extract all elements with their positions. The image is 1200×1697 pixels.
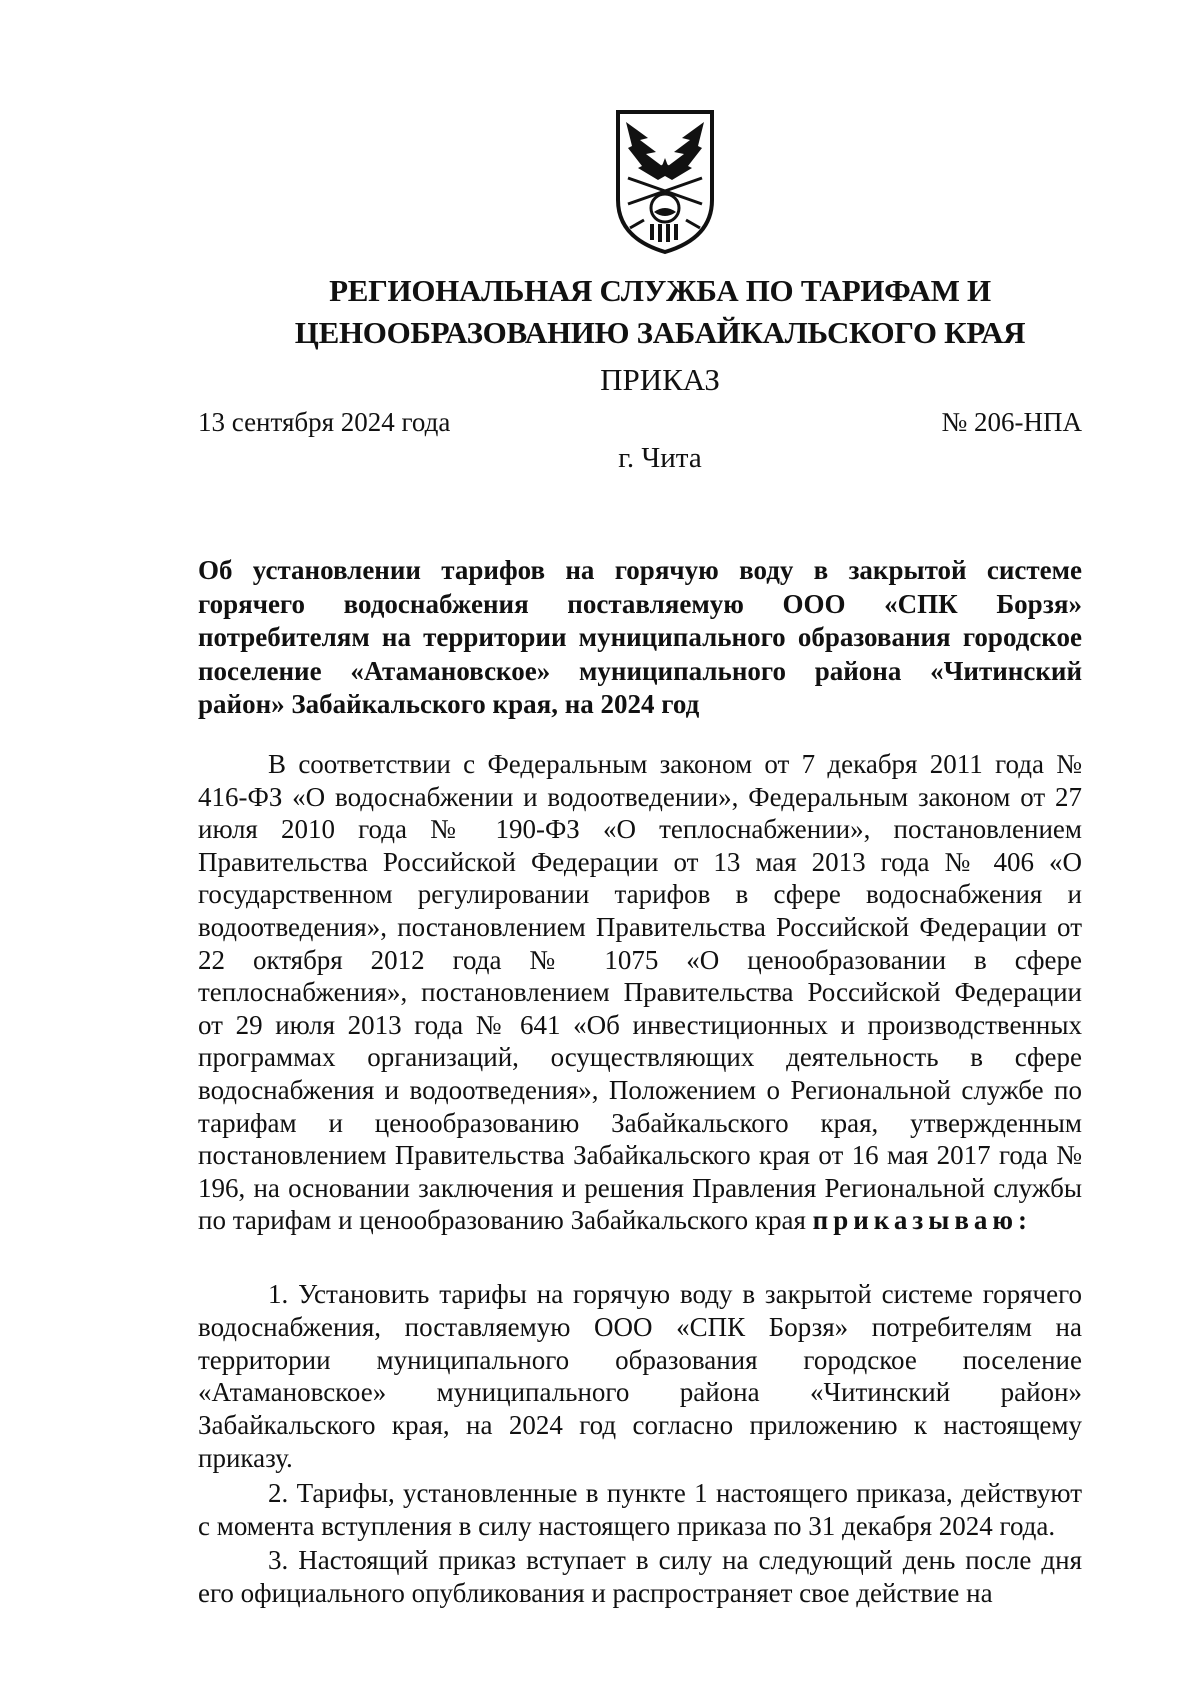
document-number: № 206-НПА	[941, 407, 1082, 437]
order-item-3: 3. Настоящий приказ вступает в силу на следующий день после дня его официального опубликования и распространяет свое действие на	[198, 1545, 1082, 1609]
order-item-2: 2. Тарифы, установленные в пункте 1 настоящего приказа, действуют с момента вступления в силу настоящего приказа по 31 декабря 2024 года.	[198, 1477, 1082, 1541]
zabaikalsky-krai-coat-of-arms-icon	[610, 108, 720, 256]
order-word: приказываю:	[812, 1205, 1033, 1236]
document-title: Об установлении тарифов на горячую воду в закрытой системе горячего водоснабжения поставляемую ООО «СПК Борзя» потребителям на территории муниципального образования городское поселение «Атамановское» муниципального района «Читинский район» Забайкальского края, на 2024 год	[198, 555, 1082, 719]
agency-name-line1: РЕГИОНАЛЬНАЯ СЛУЖБА ПО ТАРИФАМ И	[329, 273, 991, 308]
document-type: ПРИКАЗ	[600, 362, 720, 397]
agency-name	[200, 270, 1120, 354]
preamble-text: В соответствии с Федеральным законом от 7 декабря 2011 года № 416-ФЗ «О водоснабжении и водоотведении», Федеральным законом от 27 июля 2010 года № 190-ФЗ «О теплоснабжении», постановлением Правительства Российской Федерации от 13 мая 2013 года № 406 «О государственном регулировании тарифов в сфере водоснабжения и водоотведения», постановлением Правительства Российской Федерации от 22 октября 2012 года № 1075 «О ценообразовании в сфере теплоснабжения», постановлением Правительства Российской Федерации от 29 июля 2013 года № 641 «Об инвестиционных и производственных программах организаций, осуществляющих деятельность в сфере водоснабжения и водоотведения», Положением о Региональной службе по тарифам и ценообразованию Забайкальского края, утвержденным постановлением Правительства Забайкальского края от 16 мая 2017 года № 196, на основании заключения и решения Правления Региональной службы по тарифам и ценообразованию Забайкальского края	[198, 749, 1082, 1236]
agency-name-line2: ЦЕНООБРАЗОВАНИЮ ЗАБАЙКАЛЬСКОГО КРАЯ	[294, 315, 1026, 350]
order-item-1: 1. Установить тарифы на горячую воду в закрытой системе горячего водоснабжения, поставляемую ООО «СПК Борзя» потребителям на территории муниципального образования городское поселение «Атамановское» муниципального района «Читинский район» Забайкальского края, на 2024 год согласно приложению к настоящему приказу.	[198, 1279, 1082, 1473]
document-date: 13 сентября 2024 года	[198, 407, 451, 437]
document-city: г. Чита	[618, 442, 702, 474]
order-items	[198, 1278, 1082, 1610]
preamble-paragraph	[198, 748, 1082, 1237]
